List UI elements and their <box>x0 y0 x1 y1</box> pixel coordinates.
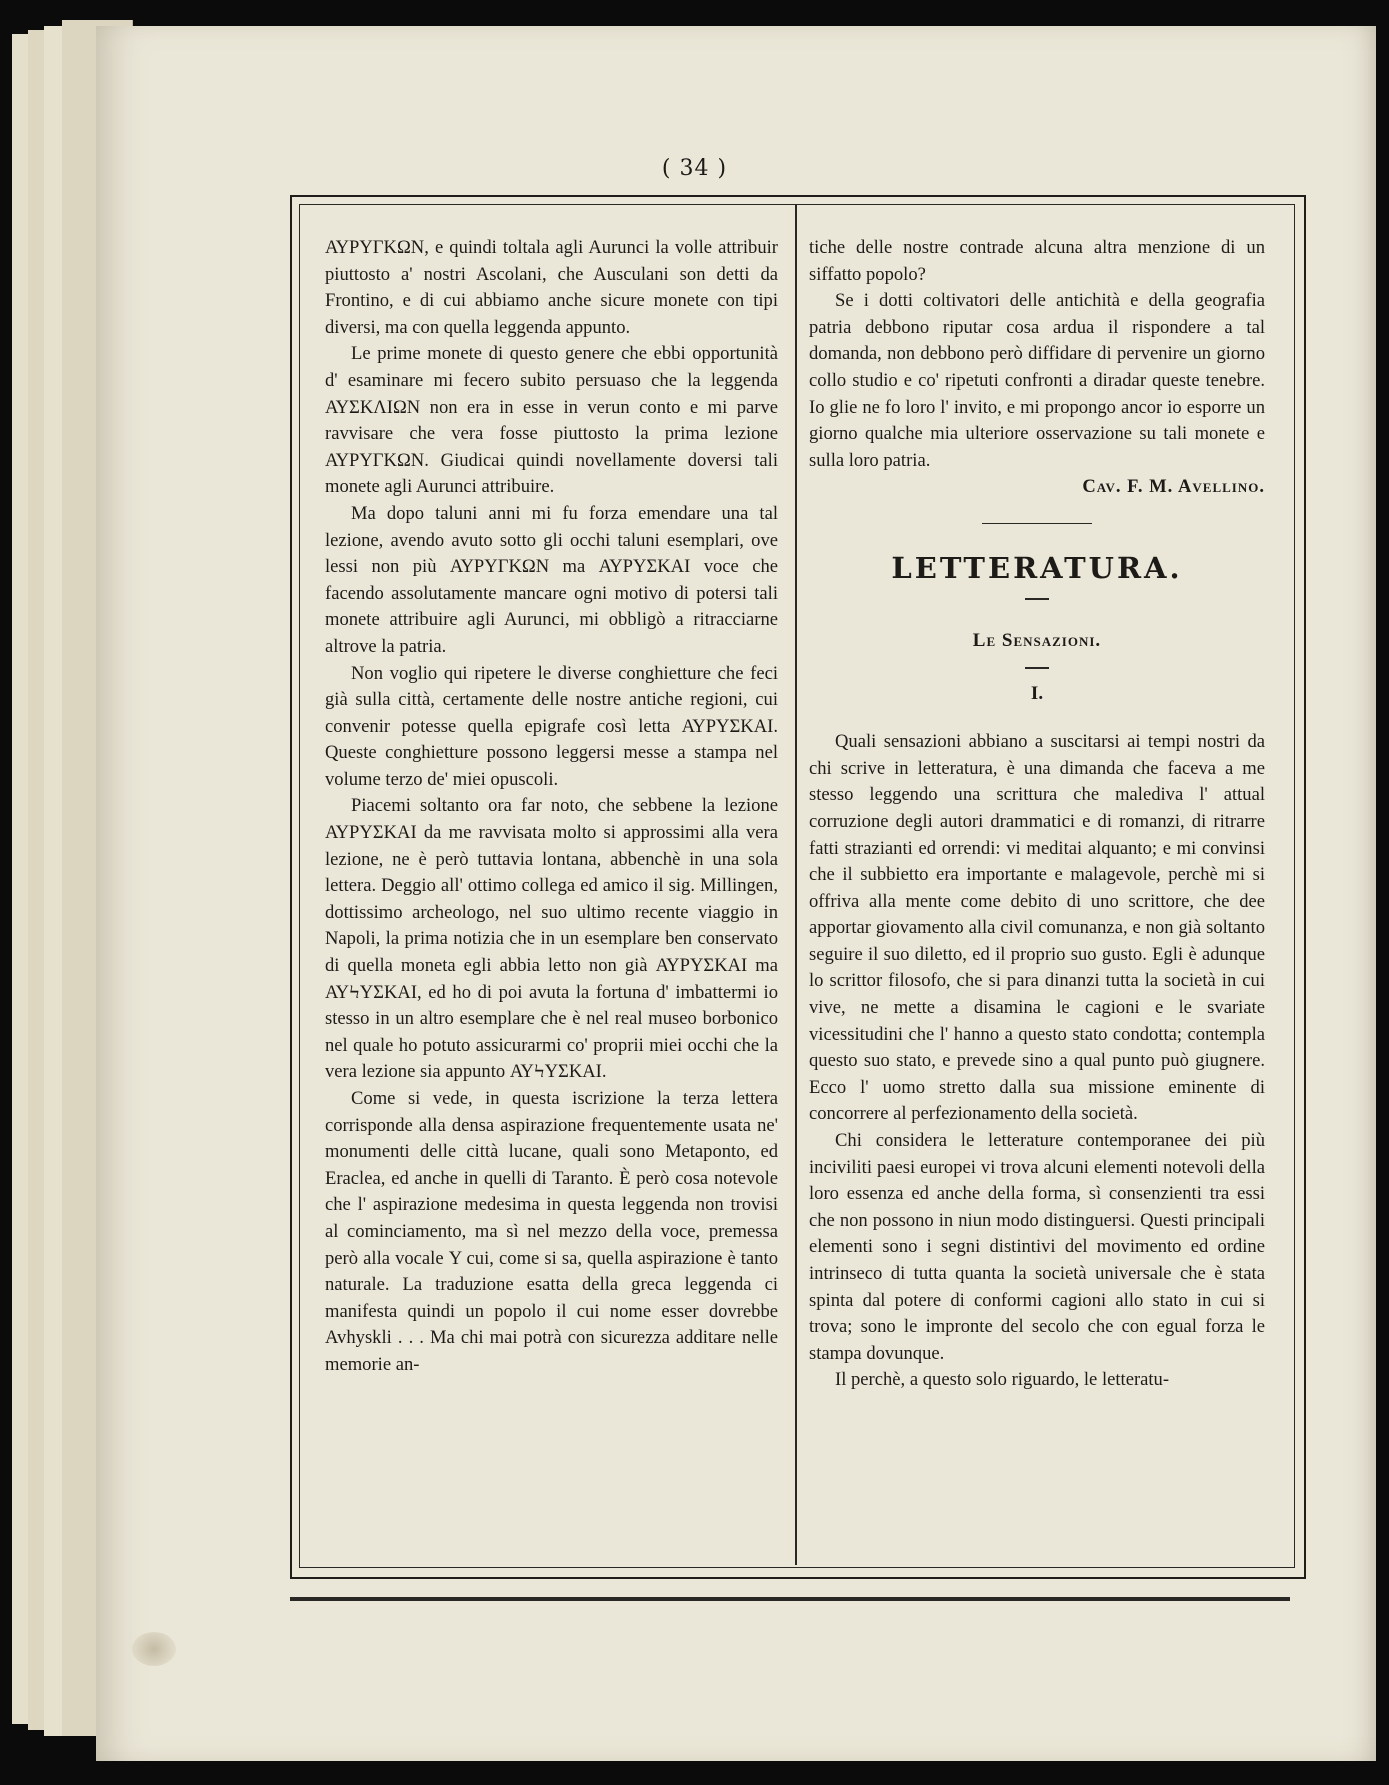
paragraph: Chi considera le letterature contemporanee dei più inciviliti paesi europei vi trova alcuni elementi notevoli della loro essenza ed anche della forma, sì consenzienti tra essi che non possono in niun modo distinguersi. Questi principali elementi sono i segni distintivi del movimento ed ordine intrinseco di tutta quanta la società universale che è stata spinta dal potere di conformi cagioni allo stato in cui si trova; sono le impronte del secolo che con egual forza le stampa dovunque. <box>809 1130 1265 1364</box>
right-column <box>809 235 1265 1394</box>
bottom-rule <box>290 1597 1290 1601</box>
chapter-numeral: I. <box>1030 682 1044 704</box>
paragraph: Ma dopo taluni anni mi fu forza emendare una tal lezione, avendo avuto sotto gli occhi taluni esemplari, ove lessi non più ΑΥΡΥΓΚΩΝ ma ΑΥΡΥΣΚΑΙ voce che facendo assolutamente mancare ogni motivo di potersi tali monete attribuire agli Aurunci, mi obbligò a ritracciarne altrove la patria. <box>325 502 778 657</box>
article-subtitle: Le Sensazioni. <box>972 629 1102 651</box>
paragraph: tiche delle nostre contrade alcuna altra menzione di un siffatto popolo? <box>809 237 1265 285</box>
paragraph: Piacemi soltanto ora far noto, che sebbene la lezione ΑΥΡΥΣΚΑΙ da me ravvisata molto si approssimi alla vera lezione, ne è però tuttavia lontana, abbenchè in una sola lettera. Deggio all' ottimo collega ed amico il sig. Millingen, dottissimo archeologo, nel suo ultimo recente viaggio in Napoli, la prima notizia che in un esemplare ben conservato di quella moneta egli abbia letto non già ΑΥΡΥΣΚΑΙ ma ΑΥϞΥΣΚΑΙ, ed ho di poi avuta la fortuna d' imbattermi io stesso in un altro esemplare che è nel real museo borbonico nel quale ho potuto assicurarmi co' proprii miei occhi che la vera lezione sia appunto ΑΥϞΥΣΚΑΙ. <box>325 795 778 1083</box>
column-divider <box>795 205 797 1565</box>
separator-rule <box>1025 598 1049 600</box>
left-column <box>325 235 778 1379</box>
paragraph: ΑΥΡΥΓΚΩΝ, e quindi toltala agli Aurunci la volle attribuir piuttosto a' nostri Ascolani, che Ausculani son detti da Frontino, e di cui abbiamo anche sicure monete con tipi diversi, ma con quella leggenda appunto. <box>325 237 778 338</box>
author-signature: Cav. F. M. Avellino. <box>1082 476 1265 498</box>
paragraph: Il perchè, a questo solo riguardo, le letteratu- <box>835 1369 1170 1391</box>
separator-rule <box>982 523 1092 524</box>
page-number: ( 34 ) <box>661 156 728 181</box>
paragraph: Non voglio qui ripetere le diverse conghietture che feci già sulla città, certamente delle nostre antiche regioni, cui convenir potesse quella epigrafe così letta ΑΥΡΥΣΚΑΙ. Queste conghietture possono leggersi messe a stampa nel volume terzo de' miei opuscoli. <box>325 662 778 790</box>
section-title: LETTERATURA. <box>891 550 1183 585</box>
paragraph: Come si vede, in questa iscrizione la terza lettera corrisponde alla densa aspirazione frequentemente usata ne' monumenti delle città lucane, quali sono Metaponto, ed Eraclea, ed anche in quelli di Taranto. È però cosa notevole che l' aspirazione medesima in questa leggenda non trovisi al cominciamento, ma sì nel mezzo della voce, premessa però alla vocale Υ cui, come si sa, quella aspirazione è tanto naturale. La traduzione esatta della greca leggenda ci manifesta quindi un popolo il cui nome esser dovrebbe Avhyskli . . . Ma chi mai potrà con sicurezza additare nelle memorie an- <box>325 1088 778 1375</box>
paragraph: Quali sensazioni abbiano a suscitarsi ai tempi nostri da chi scrive in letteratura, è una dimanda che faceva a me stesso leggendo una scrittura che malediva l' attual corruzione degli autori drammatici e di romanzi, di ritrarre fatti strazianti ed orrendi: vi meditai alquanto; e mi convinsi che il subbietto era importante e malagevole, perchè mi si offriva alla mente come debito di uno scrittore, che dee apportar giovamento alla civil comunanza, e non già soltanto seguire il suo diletto, ed il proprio suo gusto. Egli è adunque lo scrittor filosofo, che si para dinanzi tutta la società in cui vive, ne mette a disamina le cagioni e le svariate vicessitudini che l' hanno a questo stato condotta; contempla questo suo stato, e prevede sino a qual punto può giugnere. Ecco l' uomo stretto dalla sua missione eminente di concorrere al perfezionamento della società. <box>809 731 1265 1125</box>
paragraph: Le prime monete di questo genere che ebbi opportunità d' esaminare mi fecero subito persuaso che la leggenda ΑΥΣΚΛΙΩΝ non era in esse in verun conto e mi parve ravvisare che vera fosse piuttosto la prima lezione ΑΥΡΥΓΚΩΝ. Giudicai quindi novellamente doversi tali monete agli Aurunci attribuire. <box>325 343 778 498</box>
page-stain <box>132 1632 176 1666</box>
paragraph: Se i dotti coltivatori delle antichità e della geografia patria debbono riputar cosa ardua il rispondere a tal domanda, non debbono però diffidare di pervenire un giorno collo studio e co' ripetuti confronti a diradar queste tenebre. Io glie ne fo loro l' invito, e mi propongo ancor io esporre un giorno qualche mia ulteriore osservazione su tali monete e sulla loro patria. <box>809 290 1265 471</box>
separator-rule <box>1025 667 1049 669</box>
